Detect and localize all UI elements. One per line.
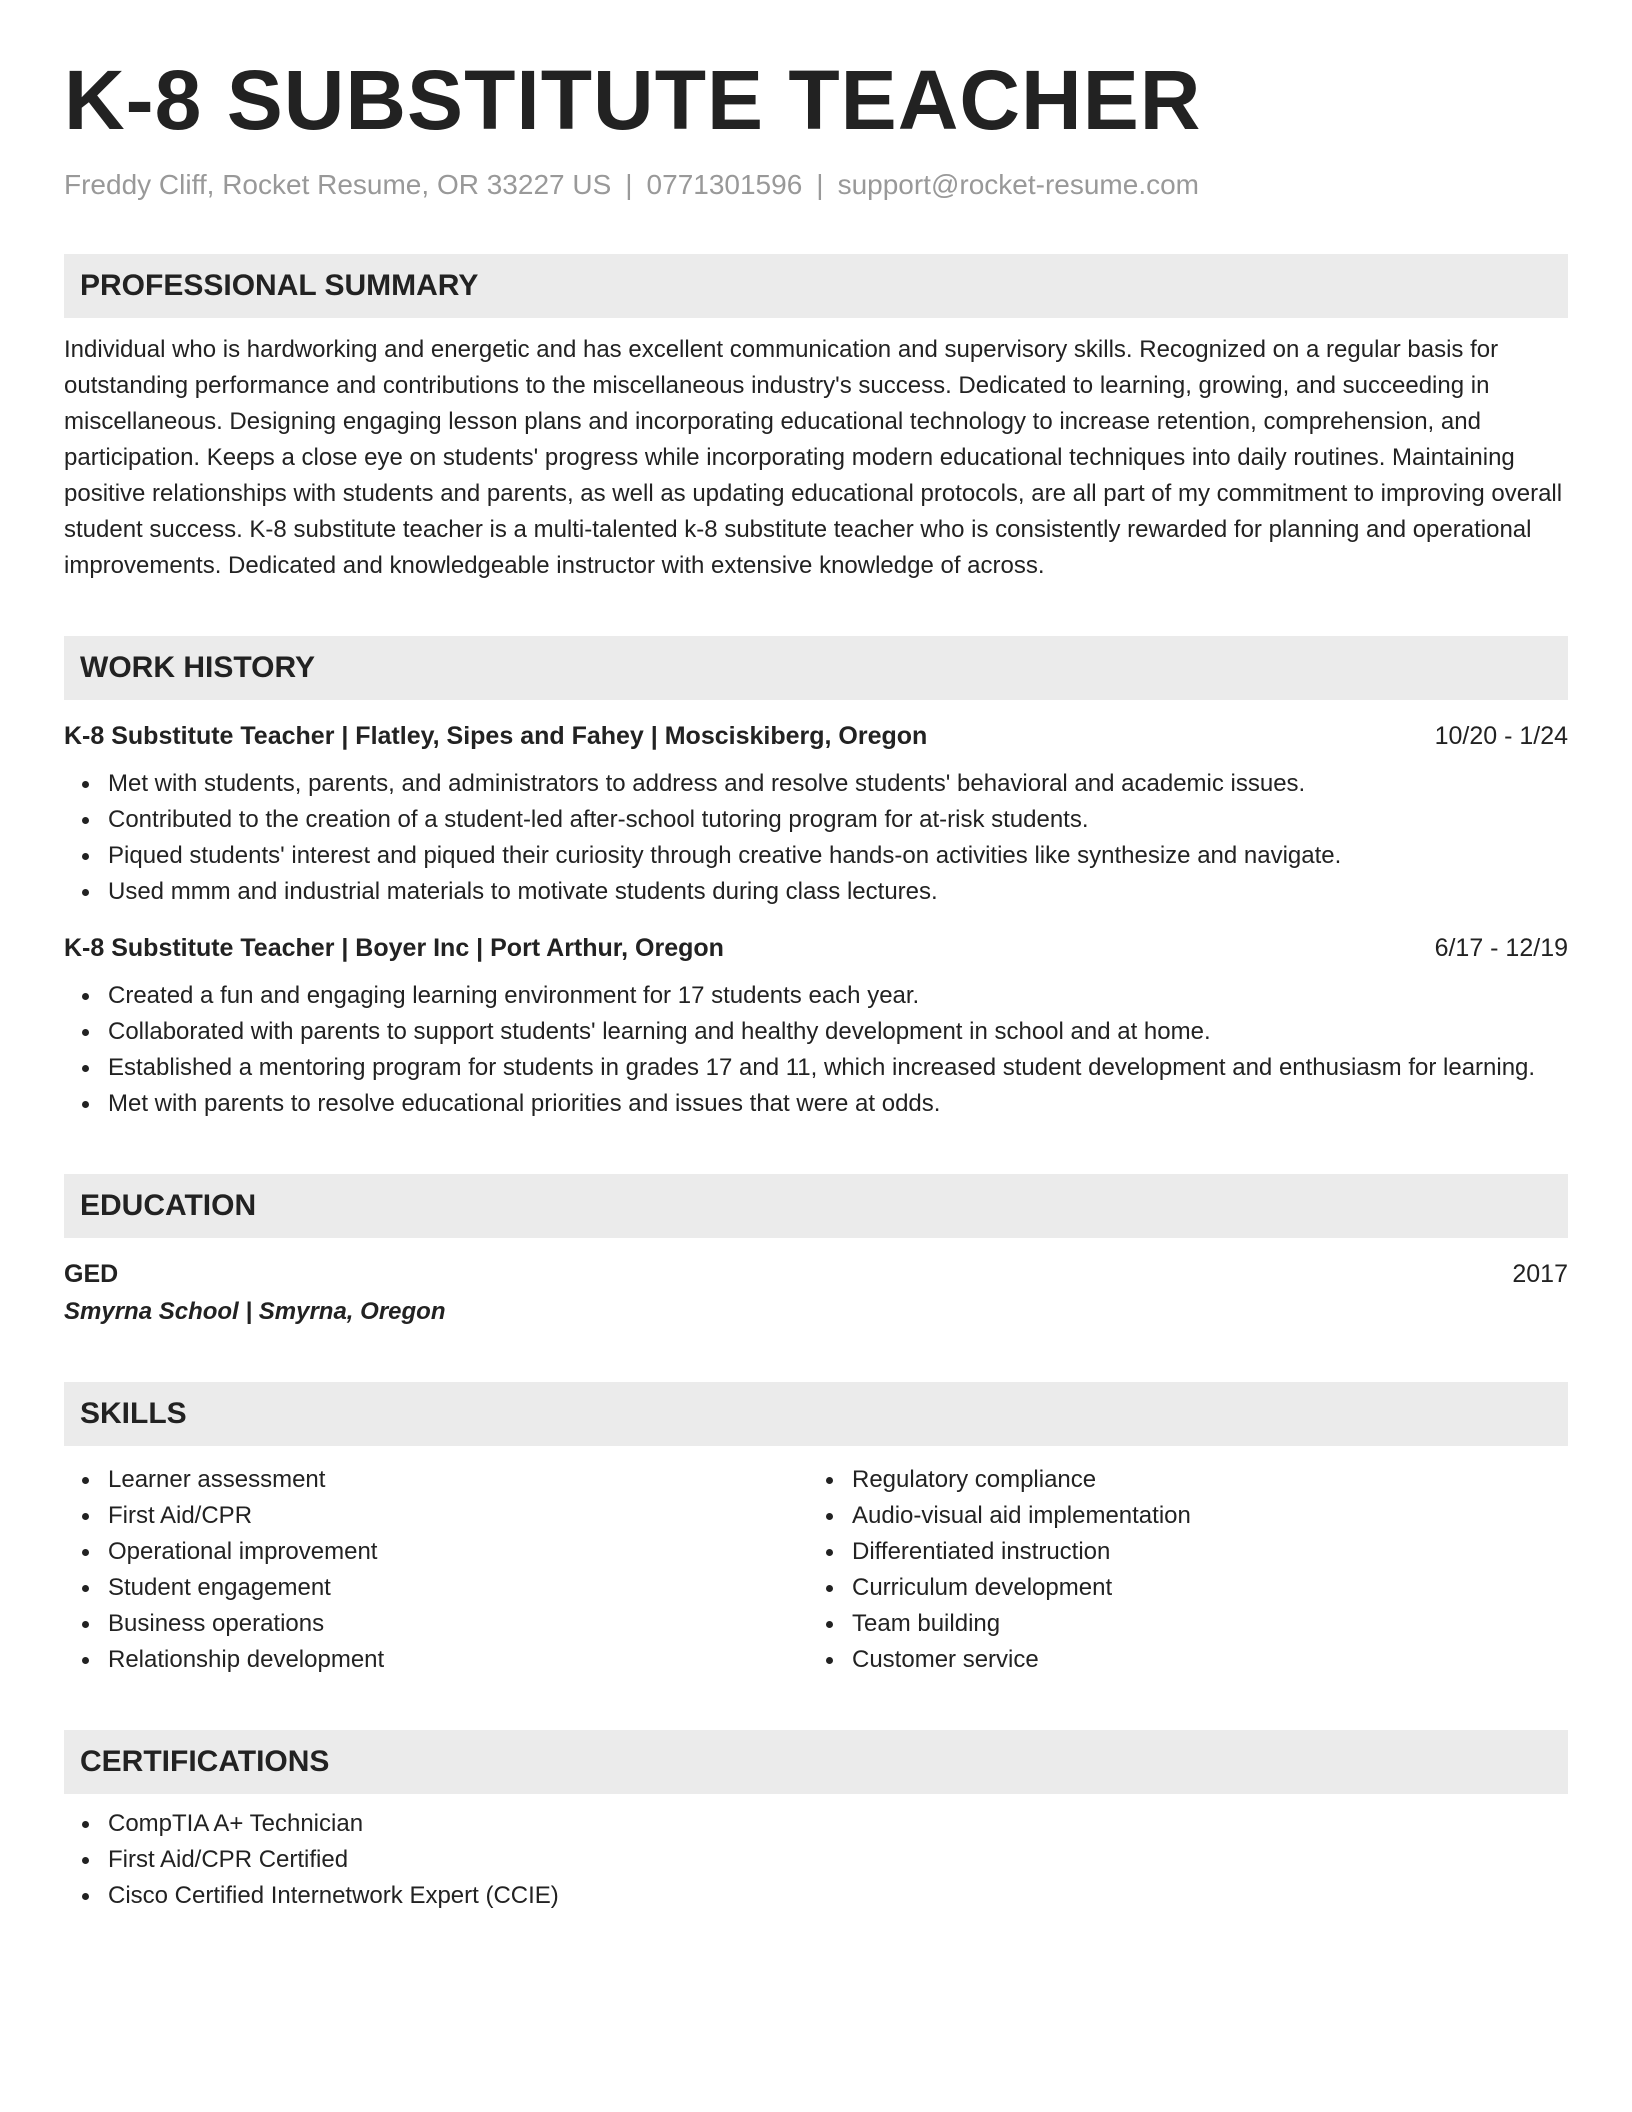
- skill-item: Business operations: [64, 1606, 816, 1642]
- skills-column-left: [64, 1462, 816, 1678]
- education-year: 2017: [1512, 1259, 1568, 1288]
- contact-address: Freddy Cliff, Rocket Resume, OR 33227 US: [64, 169, 612, 200]
- skill-item: Operational improvement: [64, 1534, 816, 1570]
- skill-item: First Aid/CPR: [64, 1498, 816, 1534]
- section-heading-summary: PROFESSIONAL SUMMARY: [64, 254, 1568, 318]
- summary-text: Individual who is hardworking and energetic and has excellent communication and supervisory skills. Recognized on a regular basis for outstanding performance and contributions to the miscellaneous industry's success. Dedicated to learning, growing, and succeeding in miscellaneous. Designing engaging lesson plans and incorporating educational technology to increase retention, comprehension, and participation. Keeps a close eye on students' progress while incorporating modern educational techniques into daily routines. Maintaining positive relationships with students and parents, as well as updating educational protocols, are all part of my commitment to improving overall student success. K-8 substitute teacher is a multi-talented k-8 substitute teacher who is consistently rewarded for planning and operational improvements. Dedicated and knowledgeable instructor with extensive knowledge of across.: [64, 335, 1563, 579]
- education-degree: GED: [64, 1259, 119, 1288]
- education-header: [64, 1256, 1568, 1292]
- resume-name-title: K-8 SUBSTITUTE TEACHER: [64, 53, 1202, 147]
- job-bullets: [64, 766, 1568, 910]
- contact-email: support@rocket-resume.com: [837, 169, 1199, 200]
- job-bullet: Established a mentoring program for students in grades 17 and 11, which increased student development and enthusiasm for learning.: [64, 1050, 1568, 1086]
- skills-column-right: [816, 1462, 1568, 1678]
- job-entry: [64, 930, 1568, 1122]
- job-bullet: Contributed to the creation of a student-led after-school tutoring program for at-risk students.: [64, 802, 1568, 838]
- skill-item: Curriculum development: [816, 1570, 1568, 1606]
- job-dates: 10/20 - 1/24: [1434, 721, 1568, 750]
- certification-item: CompTIA A+ Technician: [64, 1806, 1568, 1842]
- skill-item: Differentiated instruction: [816, 1534, 1568, 1570]
- job-bullet: Collaborated with parents to support students' learning and healthy development in school and at home.: [64, 1014, 1568, 1050]
- contact-line: [64, 168, 1568, 202]
- job-bullet: Used mmm and industrial materials to motivate students during class lectures.: [64, 874, 1568, 910]
- section-heading-education: EDUCATION: [64, 1174, 1568, 1238]
- certification-item: First Aid/CPR Certified: [64, 1842, 1568, 1878]
- job-bullets: [64, 978, 1568, 1122]
- section-heading-skills: SKILLS: [64, 1382, 1568, 1446]
- contact-separator: |: [816, 169, 824, 200]
- education-school: Smyrna School | Smyrna, Oregon: [64, 1297, 446, 1325]
- job-header: [64, 930, 1568, 966]
- job-bullet: Piqued students' interest and piqued their curiosity through creative hands-on activities like synthesize and navigate.: [64, 838, 1568, 874]
- skill-item: Customer service: [816, 1642, 1568, 1678]
- job-title: K-8 Substitute Teacher | Flatley, Sipes and Fahey | Mosciskiberg, Oregon: [64, 721, 928, 750]
- job-bullet: Met with students, parents, and administrators to address and resolve students' behavioral and academic issues.: [64, 766, 1568, 802]
- skill-item: Learner assessment: [64, 1462, 816, 1498]
- job-title: K-8 Substitute Teacher | Boyer Inc | Port Arthur, Oregon: [64, 933, 724, 962]
- skill-item: Regulatory compliance: [816, 1462, 1568, 1498]
- certification-item: Cisco Certified Internetwork Expert (CCIE): [64, 1878, 1568, 1914]
- job-bullet: Created a fun and engaging learning environment for 17 students each year.: [64, 978, 1568, 1014]
- contact-phone: 0771301596: [646, 169, 803, 200]
- skill-item: Relationship development: [64, 1642, 816, 1678]
- contact-separator: |: [625, 169, 633, 200]
- skill-item: Student engagement: [64, 1570, 816, 1606]
- skills-grid: [64, 1462, 1568, 1678]
- certifications-list: [64, 1806, 1568, 1914]
- section-heading-certifications: CERTIFICATIONS: [64, 1730, 1568, 1794]
- section-heading-work: WORK HISTORY: [64, 636, 1568, 700]
- job-dates: 6/17 - 12/19: [1434, 933, 1568, 962]
- job-header: [64, 718, 1568, 754]
- job-entry: [64, 718, 1568, 910]
- skill-item: Team building: [816, 1606, 1568, 1642]
- skill-item: Audio-visual aid implementation: [816, 1498, 1568, 1534]
- job-bullet: Met with parents to resolve educational priorities and issues that were at odds.: [64, 1086, 1568, 1122]
